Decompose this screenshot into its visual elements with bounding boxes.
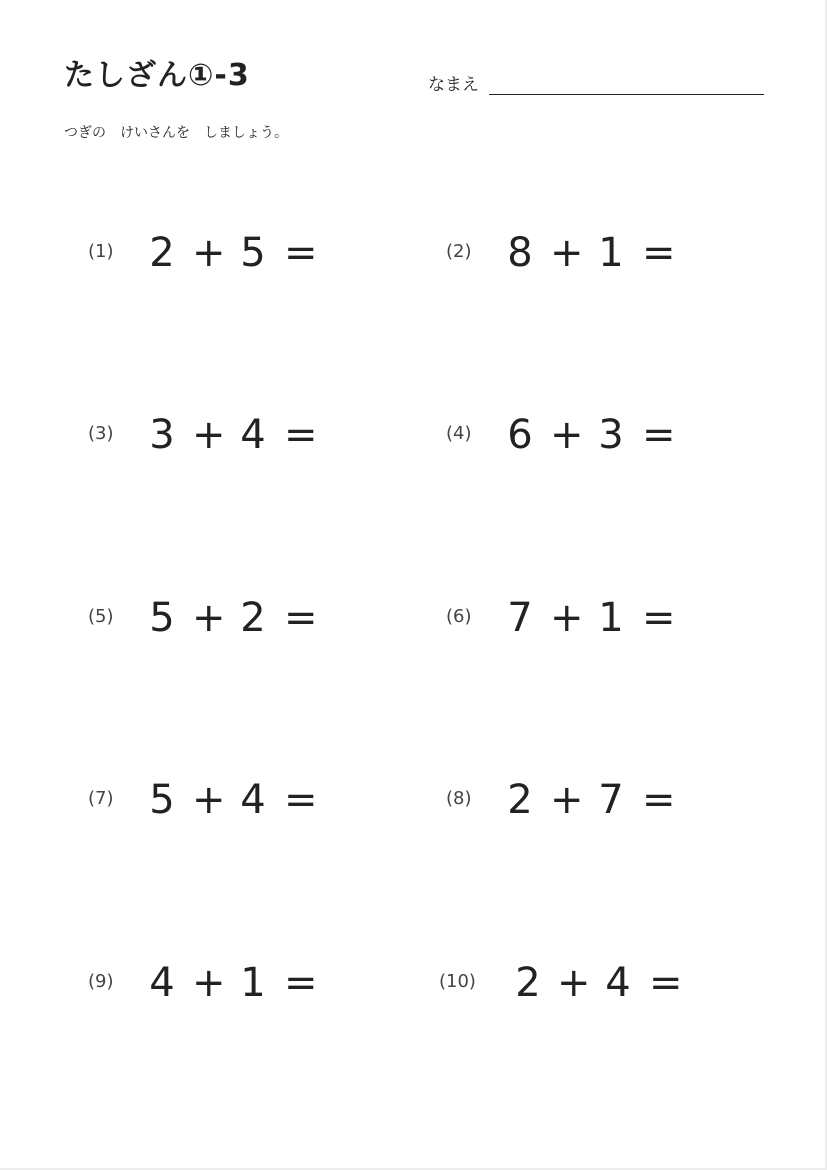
operand-a: 5 [149, 595, 175, 641]
operand-b: 4 [240, 412, 266, 458]
problem-1 [88, 228, 388, 278]
problem-7 [88, 775, 388, 825]
problem-number: (2) [446, 241, 472, 262]
operand-a: 3 [149, 412, 175, 458]
operand-b: 5 [240, 230, 266, 276]
equals-sign: = [642, 595, 676, 641]
operand-a: 2 [515, 960, 541, 1006]
worksheet-title: たしざん①-3 [64, 58, 250, 93]
plus-sign: + [192, 960, 226, 1006]
name-label: なまえ [428, 75, 479, 95]
operand-a: 5 [149, 777, 175, 823]
problem-number: (1) [88, 241, 114, 262]
operand-b: 4 [240, 777, 266, 823]
problem-number: (8) [446, 788, 472, 809]
equals-sign: = [642, 230, 676, 276]
operand-a: 2 [149, 230, 175, 276]
problem-9 [88, 958, 388, 1008]
problem-2 [446, 228, 746, 278]
name-write-line[interactable] [489, 94, 764, 95]
plus-sign: + [557, 960, 591, 1006]
operand-a: 6 [507, 412, 533, 458]
problem-number: (7) [88, 788, 114, 809]
problem-6 [446, 593, 746, 643]
operand-a: 4 [149, 960, 175, 1006]
plus-sign: + [192, 412, 226, 458]
operand-b: 7 [598, 777, 624, 823]
problem-number: (9) [88, 971, 114, 992]
equals-sign: = [284, 595, 318, 641]
problem-number: (6) [446, 606, 472, 627]
problem-3 [88, 410, 388, 460]
problem-number: (3) [88, 423, 114, 444]
operand-b: 2 [240, 595, 266, 641]
operand-b: 3 [598, 412, 624, 458]
operand-b: 1 [598, 595, 624, 641]
operand-b: 1 [598, 230, 624, 276]
problem-8 [446, 775, 746, 825]
problem-number: (4) [446, 423, 472, 444]
equals-sign: = [284, 777, 318, 823]
plus-sign: + [550, 595, 584, 641]
plus-sign: + [550, 412, 584, 458]
plus-sign: + [550, 230, 584, 276]
operand-b: 4 [605, 960, 631, 1006]
plus-sign: + [192, 777, 226, 823]
operand-a: 2 [507, 777, 533, 823]
operand-b: 1 [240, 960, 266, 1006]
operand-a: 7 [507, 595, 533, 641]
problem-4 [446, 410, 746, 460]
equals-sign: = [284, 960, 318, 1006]
equals-sign: = [284, 230, 318, 276]
problem-number: (10) [439, 971, 476, 992]
instruction-text: つぎの けいさんを しましょう。 [64, 125, 288, 141]
operand-a: 8 [507, 230, 533, 276]
equals-sign: = [649, 960, 683, 1006]
problem-5 [88, 593, 388, 643]
equals-sign: = [642, 412, 676, 458]
plus-sign: + [550, 777, 584, 823]
plus-sign: + [192, 595, 226, 641]
equals-sign: = [284, 412, 318, 458]
plus-sign: + [192, 230, 226, 276]
equals-sign: = [642, 777, 676, 823]
problem-number: (5) [88, 606, 114, 627]
problem-10 [439, 958, 739, 1008]
